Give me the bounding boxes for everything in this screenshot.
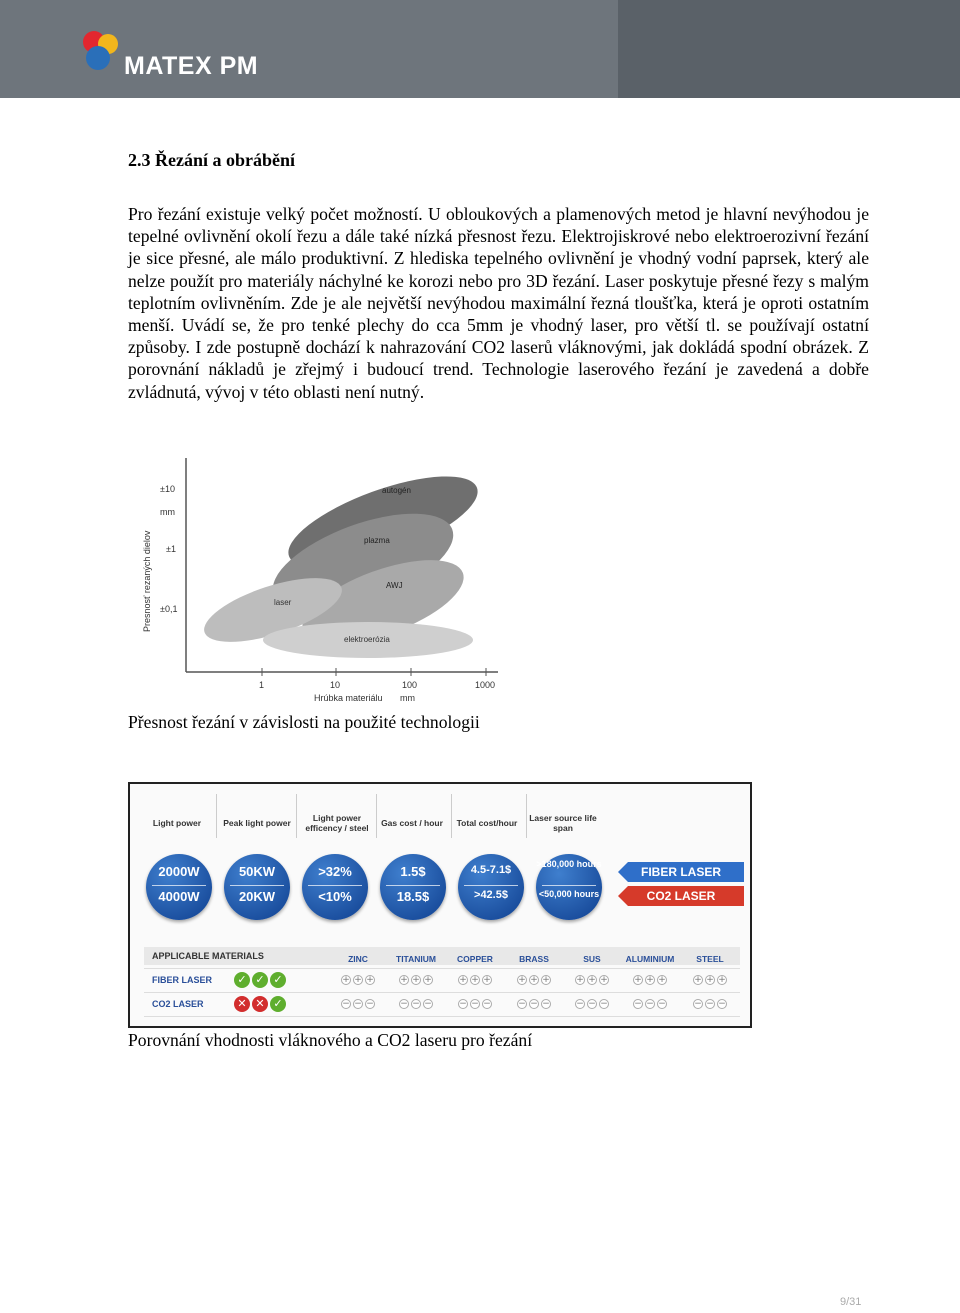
fiber-value: >32% — [318, 864, 352, 879]
cross-icon: ✕ — [234, 996, 250, 1012]
accuracy-figure — [138, 452, 508, 707]
y-tick-label: ±0,1 — [160, 604, 178, 614]
material-header: ALUMINIUM — [625, 954, 675, 964]
metric-circle-efficiency — [302, 854, 368, 920]
circle-divider — [152, 885, 206, 886]
plus-icon: + — [600, 975, 608, 985]
x-axis-unit: mm — [400, 693, 415, 703]
plus-icon: + — [400, 975, 408, 985]
metric-circle-peak-power — [224, 854, 290, 920]
minus-icon: − — [342, 999, 350, 1009]
minus-icon: − — [600, 999, 608, 1009]
minus-icon: − — [400, 999, 408, 1009]
minus-icon: − — [459, 999, 467, 1009]
material-header: BRASS — [519, 954, 549, 964]
metric-circle-light-power — [146, 854, 212, 920]
plus-icon: + — [658, 975, 666, 985]
plus-icon: + — [518, 975, 526, 985]
co2-value: >42.5$ — [474, 889, 508, 901]
circle-divider — [230, 885, 284, 886]
fiber-value: 2000W — [158, 864, 200, 879]
plus-icon: + — [471, 975, 479, 985]
y-axis-label: Presnosť rezaných dielov — [142, 530, 152, 632]
cross-icon: ✕ — [252, 996, 268, 1012]
body-paragraph: Pro řezání existuje velký počet možností. U obloukových a plamenových metod je hlavní nevýhodou je tepelné ovlivnění okolí řezu a dále také nízká přesnost řezu. Elektrojiskrové nebo elektroerozivní řezání je sice přesné, ale málo produktivní. Z hlediska tepelného ovlivnění je vhodný vodní paprsek, který ale nelze použít pro materiály náchylné ke korozi nebo pro 3D řezání. Laser poskytuje přesné řezy s malým teplotním ovlivněním. Zde je ale největší nevýhodou maximální řezná tloušťka, která je oproti ostatním menší. Uvádí se, že pro tenké plechy do cca 5mm je vhodný laser, pro větší tl. se používají ostatní způsoby. I zde postupně dochází k nahrazování CO2 laserů vláknovými, jak dokládá spodní obrázek. Z porovnání nákladů je zřejmý i budoucí trend. Technologie laserového řezání je zavedená a dobře zvládnutá, vývoj v této oblasti není nutný. — [128, 204, 869, 402]
y-unit-label: mm — [160, 507, 175, 517]
circle-divider — [386, 885, 440, 886]
page-number: 9/31 — [840, 1296, 862, 1308]
fiber-row-label: FIBER LASER — [152, 975, 213, 985]
header-divider — [296, 794, 297, 838]
fiber-value: 1.5$ — [400, 864, 426, 879]
minus-icon: − — [634, 999, 642, 1009]
plus-icon: + — [542, 975, 550, 985]
plus-icon: + — [424, 975, 432, 985]
y-tick-label: ±10 — [160, 484, 175, 494]
plus-icon: + — [354, 975, 362, 985]
y-tick-label: ±1 — [166, 544, 176, 554]
metric-circle-life-span — [536, 854, 602, 920]
column-header: Peak light power — [223, 818, 291, 828]
co2-value: <50,000 hours — [538, 889, 600, 899]
co2-laser-label: CO2 LASER — [646, 889, 716, 903]
plus-icon: + — [459, 975, 467, 985]
figure2-caption: Porovnání vhodnosti vláknového a CO2 laseru pro řezání — [128, 1030, 533, 1050]
column-header: Total cost/hour — [456, 818, 518, 828]
plus-icon: + — [706, 975, 714, 985]
co2-value: <10% — [318, 889, 352, 904]
co2-value: 4000W — [158, 889, 200, 904]
minus-icon: − — [424, 999, 432, 1009]
material-header: STEEL — [696, 954, 724, 964]
material-header: COPPER — [457, 954, 493, 964]
fiber-value: >180,000 hours — [536, 859, 602, 869]
check-icon: ✓ — [270, 996, 286, 1012]
minus-icon: − — [412, 999, 420, 1009]
fiber-laser-label: FIBER LASER — [640, 865, 721, 879]
minus-icon: − — [694, 999, 702, 1009]
fiber-value: 4.5-7.1$ — [470, 864, 512, 876]
plus-icon: + — [576, 975, 584, 985]
region-label: laser — [274, 598, 292, 607]
minus-icon: − — [518, 999, 526, 1009]
minus-icon: − — [646, 999, 654, 1009]
logo-mark-icon — [80, 30, 128, 82]
column-header: Light power efficency / steel — [305, 813, 369, 833]
check-icon: ✓ — [234, 972, 250, 988]
minus-icon: − — [542, 999, 550, 1009]
minus-icon: − — [471, 999, 479, 1009]
co2-row-label: CO2 LASER — [152, 999, 204, 1009]
x-tick-label: 1000 — [475, 680, 496, 690]
fiber-value: 50KW — [238, 864, 276, 879]
column-header: Gas cost / hour — [381, 818, 443, 828]
material-header: TITANIUM — [396, 954, 436, 964]
minus-icon: − — [483, 999, 491, 1009]
co2-laser-tag — [618, 886, 744, 906]
materials-title: APPLICABLE MATERIALS — [152, 951, 264, 961]
row-divider — [144, 968, 740, 969]
plus-icon: + — [718, 975, 726, 985]
column-header: Laser source life span — [529, 813, 597, 833]
plus-icon: + — [694, 975, 702, 985]
region-label: autogén — [382, 486, 411, 495]
check-icon: ✓ — [252, 972, 268, 988]
minus-icon: − — [658, 999, 666, 1009]
x-tick-label: 100 — [402, 680, 418, 690]
minus-icon: − — [718, 999, 726, 1009]
plus-icon: + — [412, 975, 420, 985]
plus-icon: + — [366, 975, 374, 985]
plus-icon: + — [530, 975, 538, 985]
minus-icon: − — [576, 999, 584, 1009]
minus-icon: − — [530, 999, 538, 1009]
x-tick-label: 1 — [259, 680, 265, 690]
material-header: SUS — [583, 954, 601, 964]
figure1-caption: Přesnost řezání v závislosti na použité technologii — [128, 712, 480, 732]
logo-text: MATEX PM — [124, 52, 259, 80]
metric-circle-gas-cost — [380, 854, 446, 920]
page-header — [0, 0, 960, 98]
row-divider — [144, 1016, 740, 1017]
minus-icon: − — [588, 999, 596, 1009]
minus-icon: − — [354, 999, 362, 1009]
plus-icon: + — [634, 975, 642, 985]
section-title: 2.3 Řezání a obrábění — [128, 150, 296, 170]
laser-comparison-figure — [128, 782, 752, 1028]
region-label: AWJ — [386, 581, 403, 590]
accuracy-diagram — [138, 452, 508, 707]
material-header: ZINC — [348, 954, 368, 964]
header-divider — [216, 794, 217, 838]
minus-icon: − — [706, 999, 714, 1009]
region-label: elektroerózia — [344, 635, 390, 644]
metric-circle-total-cost — [458, 854, 524, 920]
x-axis-label: Hrúbka materiálu — [314, 693, 383, 703]
circle-divider — [542, 885, 596, 886]
co2-value: 20KW — [238, 889, 276, 904]
plus-icon: + — [342, 975, 350, 985]
circle-divider — [308, 885, 362, 886]
company-logo — [80, 30, 320, 82]
x-tick-label: 10 — [330, 680, 341, 690]
row-divider — [144, 992, 740, 993]
column-header: Light power — [152, 818, 202, 828]
region-label: plazma — [364, 536, 390, 545]
check-icon: ✓ — [270, 972, 286, 988]
co2-value: 18.5$ — [396, 889, 430, 904]
plus-icon: + — [483, 975, 491, 985]
circle-divider — [464, 885, 518, 886]
fiber-laser-tag — [618, 862, 744, 882]
plus-icon: + — [588, 975, 596, 985]
plus-icon: + — [646, 975, 654, 985]
minus-icon: − — [366, 999, 374, 1009]
